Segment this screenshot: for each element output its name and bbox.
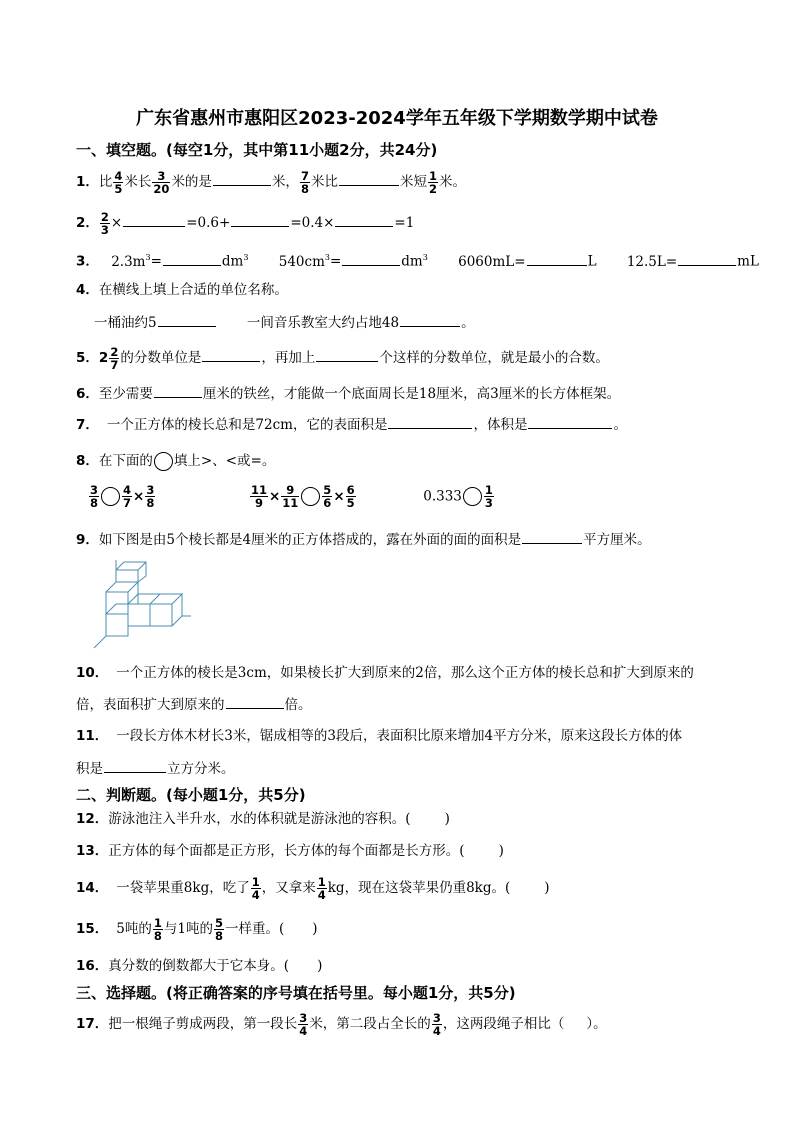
question-number: 15．: [76, 921, 109, 937]
text: 。: [461, 315, 475, 331]
operator: ×: [133, 488, 145, 505]
text: mL: [737, 253, 759, 270]
text: dm: [401, 253, 423, 270]
text: 游泳池注入半升水，水的体积就是游泳池的容积。(: [108, 811, 411, 827]
text: ，又拿来: [261, 880, 316, 896]
fraction: [346, 484, 356, 509]
text: 一段长方体木材长3米，锯成相等的3段后，表面积比原来增加4平方分米，原来这段长方体的体: [116, 728, 683, 744]
text: 积是: [76, 761, 103, 777]
text: 。: [613, 417, 627, 433]
text: ): [312, 921, 318, 937]
denominator: 5: [114, 182, 123, 196]
cube-edge: [106, 604, 138, 614]
answer-blank[interactable]: [335, 212, 393, 227]
fraction: [109, 346, 119, 371]
denominator: 7: [110, 358, 119, 372]
section-3-heading: 三、选择题。(将正确答案的序号填在括号里。每小题1分，共5分): [76, 984, 516, 1002]
compare-circle[interactable]: [154, 452, 173, 471]
text: L: [587, 253, 597, 270]
fraction: [89, 484, 99, 509]
text: =: [329, 253, 342, 270]
question-number: 3．: [76, 253, 99, 270]
denominator: 9: [254, 496, 263, 510]
text: =0.4×: [290, 215, 335, 231]
superscript: 3: [422, 253, 428, 262]
numerator: 7: [300, 169, 309, 183]
question-number: 10．: [76, 665, 109, 681]
section-2-heading: 二、判断题。(每小题1分，共5分): [76, 786, 306, 804]
question-9: [76, 529, 651, 550]
answer-blank[interactable]: [339, 171, 399, 186]
fraction: [298, 1012, 308, 1037]
question-number: 13．: [76, 843, 109, 859]
question-12: [76, 809, 450, 829]
question-number: 12．: [76, 811, 109, 827]
question-6: [76, 383, 620, 404]
numerator: 3: [90, 483, 99, 497]
denominator: 3: [484, 496, 493, 510]
question-3: [76, 248, 759, 272]
text: 一袋苹果重8kg，吃了: [116, 880, 250, 896]
text: 倍。: [284, 697, 312, 713]
text: 6060mL=: [458, 253, 526, 270]
text: 0.333: [423, 488, 462, 505]
text: kg，现在这袋苹果仍重8kg。(: [327, 880, 511, 896]
question-2: [76, 211, 414, 236]
question-number: 17．: [76, 1016, 109, 1032]
text: 的分数单位是: [120, 350, 202, 366]
question-8-items: [88, 484, 495, 509]
answer-blank[interactable]: [213, 171, 271, 186]
question-11: [76, 726, 682, 746]
text: ): [444, 811, 450, 827]
denominator: 4: [432, 1024, 441, 1038]
question-number: 8．: [76, 453, 99, 469]
numerator: 1: [251, 875, 260, 889]
numerator: 4: [114, 169, 123, 183]
answer-blank: [695, 663, 697, 677]
answer-blank[interactable]: [342, 251, 400, 266]
cube-edge: [128, 582, 138, 592]
text: 正方体的每个面都是正方形，长方体的每个面都是长方形。(: [108, 843, 465, 859]
text: 在横线上填上合适的单位名称。: [98, 282, 288, 298]
fraction: [145, 484, 155, 509]
fraction: [251, 876, 261, 901]
text: ，体积是: [473, 417, 528, 433]
question-number: 14．: [76, 880, 109, 896]
text: ×: [110, 215, 123, 231]
page-title: 广东省惠州市惠阳区2023-2024学年五年级下学期数学期中试卷: [136, 108, 658, 129]
text: 5吨的: [116, 921, 152, 937]
question-number: 6．: [76, 386, 99, 402]
answer-blank[interactable]: [678, 251, 736, 266]
fraction: [152, 170, 170, 195]
fraction: [484, 484, 494, 509]
text: 比: [98, 174, 113, 190]
superscript: 3: [243, 253, 249, 262]
answer-blank[interactable]: [522, 529, 582, 544]
text: 米的是: [171, 174, 212, 190]
text: 一个正方体的棱长是3cm，如果棱长扩大到原来的2倍，那么这个正方体的棱长总和扩大到原来的: [116, 665, 694, 681]
fraction: [250, 484, 268, 509]
fraction: [428, 170, 438, 195]
operator: ×: [268, 488, 281, 505]
answer-blank[interactable]: [226, 694, 284, 709]
question-number: 2．: [76, 215, 99, 231]
fraction: [300, 170, 310, 195]
numerator: 4: [123, 483, 132, 497]
fraction: [214, 917, 224, 942]
numerator: 11: [250, 483, 267, 497]
answer-blank[interactable]: [528, 414, 612, 429]
text: 米短: [399, 174, 427, 190]
fraction: [317, 876, 327, 901]
fraction: [100, 211, 110, 236]
text: =: [150, 253, 162, 270]
compare-circle[interactable]: [301, 487, 320, 506]
cube-stack-figure: [92, 560, 192, 652]
text: 12.5L=: [626, 253, 678, 270]
denominator: 8: [146, 496, 155, 510]
denominator: 11: [282, 496, 299, 510]
fraction: [113, 170, 123, 195]
numerator: 1: [317, 875, 326, 889]
denominator: 8: [215, 929, 224, 943]
denominator: 7: [123, 496, 132, 510]
fraction: [322, 484, 332, 509]
question-number: 16．: [76, 958, 109, 974]
denominator: 8: [153, 929, 162, 943]
cube-front-face: [106, 614, 128, 636]
denominator: 8: [90, 496, 99, 510]
question-5: [76, 346, 609, 371]
numerator: 1: [428, 169, 437, 183]
text: 在下面的: [98, 453, 153, 469]
question-7: [76, 414, 627, 435]
denominator: 4: [251, 888, 260, 902]
text: 一样重。(: [225, 921, 285, 937]
text: 平方厘米。: [583, 532, 651, 548]
text: 一桶油约5: [94, 315, 157, 331]
numerator: 5: [215, 916, 224, 930]
denominator: 5: [346, 496, 355, 510]
text: 至少需要: [98, 386, 153, 402]
text: 与1吨的: [163, 921, 213, 937]
superscript: 3: [324, 253, 330, 262]
text: 米比: [310, 174, 338, 190]
text: 一个正方体的棱长总和是72cm，它的表面积是: [106, 417, 388, 433]
text: 把一根绳子剪成两段，第一段长: [108, 1016, 298, 1032]
question-17: [76, 1012, 607, 1037]
text: dm: [221, 253, 244, 270]
answer-blank[interactable]: [104, 758, 166, 773]
question-16: [76, 956, 322, 976]
text: ): [317, 958, 323, 974]
answer-blank[interactable]: [231, 212, 289, 227]
question-number: 11．: [76, 728, 109, 744]
axis-line: [94, 636, 106, 648]
text: ，这两段绳子相比（: [442, 1016, 565, 1032]
text: =1: [394, 215, 415, 231]
text: 填上>、<或=。: [173, 453, 276, 469]
text: ，再加上: [261, 350, 316, 366]
numerator: 3: [432, 1011, 441, 1025]
cube-edge: [150, 594, 160, 604]
text: 米，第二段占全长的: [309, 1016, 431, 1032]
question-1: [76, 170, 466, 195]
text: 米，: [271, 174, 299, 190]
numerator: 2: [100, 210, 109, 224]
text: 米长: [124, 174, 152, 190]
operator: ×: [333, 488, 345, 505]
question-10-cont: [76, 694, 312, 715]
question-13: [76, 841, 504, 861]
cube-front-face: [150, 604, 172, 626]
text: 个这样的分数单位，就是最小的合数。: [379, 350, 609, 366]
question-4-items: [94, 312, 475, 333]
denominator: 3: [100, 223, 109, 237]
text: 540cm: [278, 253, 325, 270]
denominator: 8: [300, 182, 309, 196]
denominator: 4: [299, 1024, 308, 1038]
text: =0.6+: [186, 215, 231, 231]
question-4: [76, 280, 288, 300]
fraction: [281, 484, 299, 509]
fraction: [153, 917, 163, 942]
question-10: [76, 663, 698, 683]
denominator: 2: [428, 182, 437, 196]
compare-circle[interactable]: [463, 487, 482, 506]
denominator: 20: [153, 182, 170, 196]
cube-front-face: [116, 570, 138, 582]
fraction: [122, 484, 132, 509]
text: 厘米的铁丝，才能做一个底面周长是18厘米，高3厘米的长方体框架。: [202, 386, 621, 402]
answer-blank[interactable]: [163, 251, 221, 266]
question-number: 4．: [76, 282, 99, 298]
answer-blank[interactable]: [400, 312, 460, 327]
question-11-cont: [76, 758, 235, 779]
text: 2.3m: [111, 253, 146, 270]
question-number: 9．: [76, 532, 99, 548]
answer-blank[interactable]: [388, 414, 472, 429]
text: ): [498, 843, 504, 859]
text: ): [544, 880, 550, 896]
text: 如下图是由5个棱长都是4厘米的正方体搭成的，露在外面的面的面积是: [98, 532, 522, 548]
numerator: 1: [153, 916, 162, 930]
numerator: 1: [484, 483, 493, 497]
whole-number: 2: [98, 350, 109, 366]
numerator: 5: [323, 483, 332, 497]
text: 米。: [438, 174, 466, 190]
numerator: 6: [346, 483, 355, 497]
text: 立方分米。: [167, 761, 235, 777]
denominator: 4: [317, 888, 326, 902]
question-number: 1．: [76, 174, 99, 190]
answer-blank[interactable]: [123, 212, 185, 227]
numerator: 2: [110, 345, 119, 359]
cube-front-face: [128, 604, 150, 626]
denominator: 6: [323, 496, 332, 510]
text: ）。: [586, 1016, 607, 1032]
answer-blank[interactable]: [202, 347, 260, 362]
compare-circle[interactable]: [101, 487, 120, 506]
question-15: [76, 917, 318, 942]
superscript: 3: [145, 253, 151, 262]
question-8: [76, 451, 275, 471]
cube-edge: [138, 562, 146, 570]
fraction: [432, 1012, 442, 1037]
question-14: [76, 876, 550, 901]
text: 倍，表面积扩大到原来的: [76, 697, 225, 713]
cube-edge: [106, 582, 138, 604]
numerator: 3: [299, 1011, 308, 1025]
answer-blank[interactable]: [158, 312, 216, 327]
cube-edge: [116, 562, 146, 582]
text: 一间音乐教室大约占地48: [246, 315, 400, 331]
numerator: 3: [146, 483, 155, 497]
text: 真分数的倒数都大于它本身。(: [108, 958, 290, 974]
numerator: 3: [152, 170, 170, 183]
numerator: 9: [281, 484, 299, 497]
section-1-heading: 一、填空题。(每空1分，其中第11小题2分，共24分): [76, 141, 438, 159]
answer-blank[interactable]: [316, 347, 378, 362]
question-number: 7．: [76, 417, 99, 433]
question-number: 5．: [76, 350, 99, 366]
answer-blank[interactable]: [527, 251, 587, 266]
answer-blank[interactable]: [154, 383, 202, 398]
